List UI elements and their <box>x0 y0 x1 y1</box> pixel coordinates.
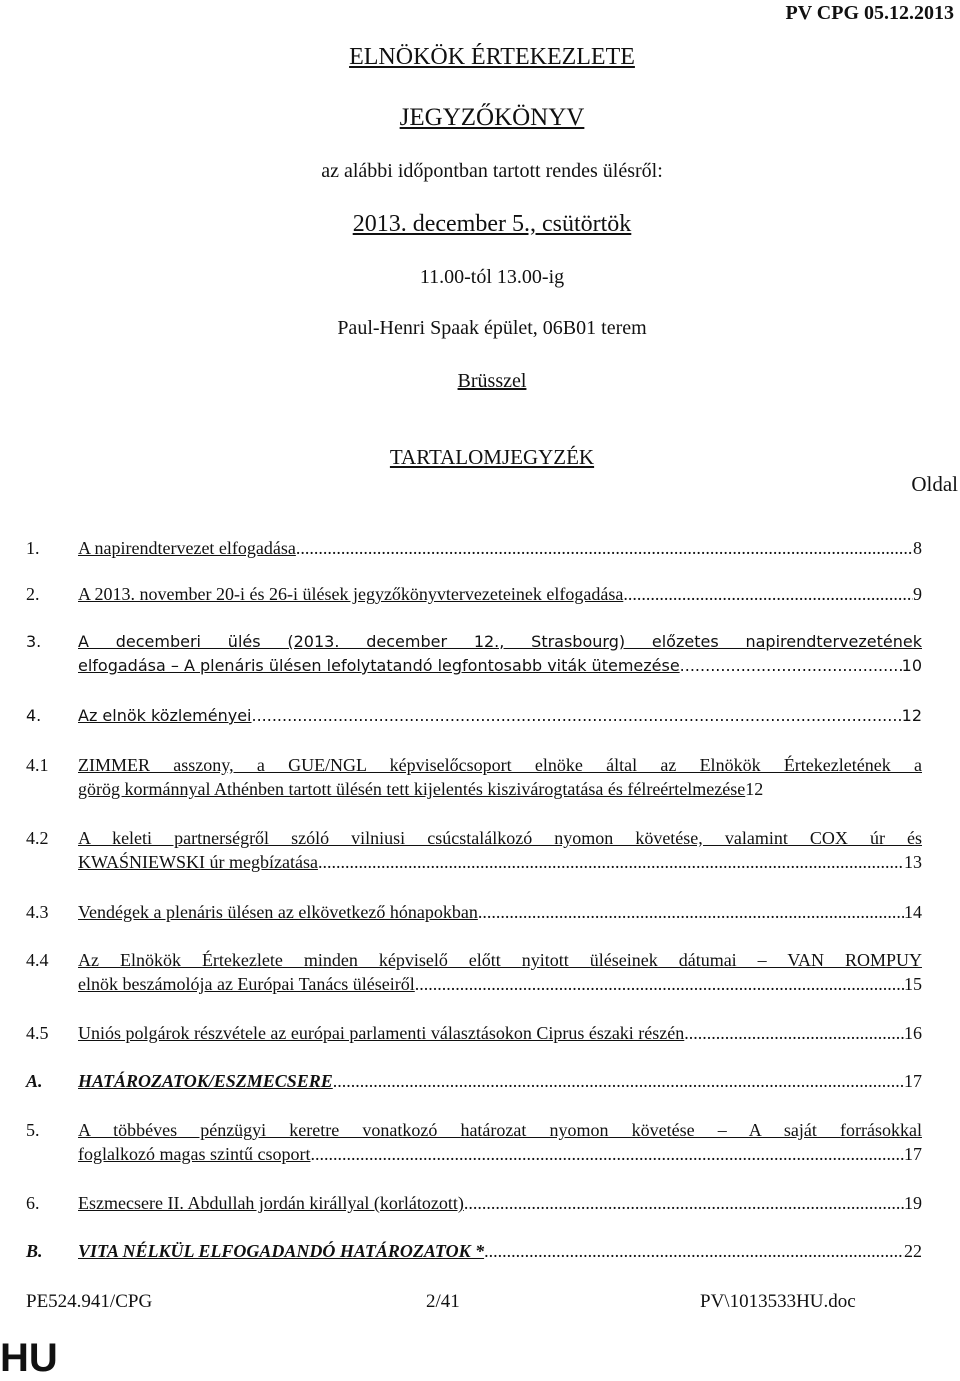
toc-item-title-line1[interactable]: ZIMMER asszony, a GUE/NGL képviselőcsoport elnöke által az Elnökök Értekezletének a <box>78 755 922 775</box>
toc-item-title[interactable]: A 2013. november 20-i és 26-i ülések jegyzőkönyvtervezeteinek elfogadása <box>78 584 624 604</box>
toc-leader <box>478 900 904 924</box>
toc-item-title-line2[interactable]: elfogadása – A plenáris ülésen lefolytatandó legfontosabb viták ütemezése <box>78 656 680 675</box>
toc-item-title-line2[interactable]: görög kormánnyal Athénben tartott ülésén tett kijelentés kiszivárogtatása és félreértelmezése <box>78 779 746 799</box>
toc-leader <box>484 1239 904 1263</box>
toc-item-number: A. <box>26 1071 43 1091</box>
meeting-city: Brüsszel <box>457 370 527 392</box>
toc-item-title[interactable]: VITA NÉLKÜL ELFOGADANDÓ HATÁROZATOK * <box>78 1241 485 1261</box>
toc-item[interactable] <box>26 582 922 606</box>
toc-leader <box>415 972 904 996</box>
toc-item-title-line2[interactable]: foglalkozó magas szintű csoport <box>78 1144 311 1164</box>
toc-item[interactable] <box>26 948 922 996</box>
toc-item[interactable] <box>26 826 922 874</box>
document-title: ELNÖKÖK ÉRTEKEZLETE <box>349 44 635 70</box>
toc-item-page: 10 <box>901 656 922 675</box>
toc-item-number: 1. <box>26 538 40 558</box>
toc-item-title-line1[interactable]: Az Elnökök Értekezlete minden képviselő előtt nyitott üléseinek dátumai – VAN ROMPUY <box>78 950 922 970</box>
toc-item-title[interactable]: Az elnök közleményei <box>78 706 252 725</box>
toc-item[interactable] <box>26 1191 922 1215</box>
toc-item[interactable] <box>26 1239 922 1263</box>
toc-item-page: 9 <box>913 584 922 604</box>
meeting-time: 11.00-tól 13.00-ig <box>419 266 565 288</box>
toc-item-page: 16 <box>904 1023 922 1043</box>
toc-item-page: 12 <box>901 706 922 725</box>
toc-item-number: 4. <box>26 706 42 725</box>
toc-item-title[interactable]: Eszmecsere II. Abdullah jordán királlyal (korlátozott) <box>78 1193 464 1213</box>
toc-item-page: 19 <box>904 1193 922 1213</box>
toc-heading: TARTALOMJEGYZÉK <box>389 445 595 469</box>
toc-item-page: 12 <box>745 779 764 799</box>
toc-item-number: 4.2 <box>26 828 49 848</box>
toc-item-title-line1[interactable]: A decemberi ülés (2013. december 12., Strasbourg) előzetes napirendtervezetének <box>78 632 922 651</box>
toc-item-title-line2[interactable]: elnök beszámolója az Európai Tanács üléseiről <box>78 974 415 994</box>
footer-page-number: 2/41 <box>426 1291 460 1312</box>
toc-item-number: B. <box>26 1241 43 1261</box>
toc-item-title[interactable]: Vendégek a plenáris ülésen az elkövetkező hónapokban <box>78 902 478 922</box>
toc-item-title[interactable]: Uniós polgárok részvétele az európai parlamenti választásokon Ciprus északi részén <box>78 1023 685 1043</box>
toc-item-number: 4.4 <box>26 950 49 970</box>
toc-item-page: 22 <box>904 1241 922 1261</box>
toc-leader <box>296 536 913 560</box>
meeting-intro: az alábbi időpontban tartott rendes ülésről: <box>321 160 663 182</box>
toc-item[interactable] <box>26 900 922 924</box>
toc-item-page: 17 <box>904 1144 922 1164</box>
toc-item-title-line2[interactable]: KWAŚNIEWSKI úr megbízatása <box>78 852 318 872</box>
toc-item[interactable] <box>26 1021 922 1045</box>
footer-doc-number: PE524.941/CPG <box>26 1291 153 1312</box>
toc-item[interactable] <box>26 1118 922 1166</box>
toc-item-title[interactable]: A napirendtervezet elfogadása <box>78 538 296 558</box>
toc-item-number: 4.3 <box>26 902 49 922</box>
toc-leader <box>318 850 904 874</box>
document-subtitle: JEGYZŐKÖNYV <box>399 104 585 131</box>
toc-leader <box>684 1021 904 1045</box>
toc-item-number: 4.5 <box>26 1023 49 1043</box>
toc-item-number: 3. <box>26 632 42 651</box>
meeting-date: 2013. december 5., csütörtök <box>352 211 632 237</box>
toc-page-label: Oldal <box>911 472 958 496</box>
toc-item-page: 14 <box>904 902 922 922</box>
toc-leader <box>252 704 902 728</box>
toc-item-number: 4.1 <box>26 755 49 775</box>
toc-item-number: 5. <box>26 1120 40 1140</box>
footer-file-name: PV\1013533HU.doc <box>700 1291 856 1312</box>
toc-item-page: 8 <box>913 538 922 558</box>
toc-leader <box>680 654 902 678</box>
toc-item-page: 15 <box>904 974 922 994</box>
toc-item[interactable] <box>26 1069 922 1093</box>
toc-item[interactable] <box>26 704 922 728</box>
toc-item-page: 17 <box>904 1071 922 1091</box>
toc-item-page: 13 <box>904 852 922 872</box>
toc-leader <box>310 1142 904 1166</box>
document-reference: PV CPG 05.12.2013 <box>785 2 954 24</box>
toc-item-number: 6. <box>26 1193 40 1213</box>
toc-leader <box>623 582 913 606</box>
toc-item-title-line1[interactable]: A keleti partnerségről szóló vilniusi csúcstalálkozó nyomon követése, valamint COX úr és <box>78 828 922 848</box>
toc-leader <box>333 1069 904 1093</box>
language-code: HU <box>0 1336 58 1380</box>
meeting-location: Paul-Henri Spaak épület, 06B01 terem <box>337 317 647 339</box>
toc-item-title-line1[interactable]: A többéves pénzügyi keretre vonatkozó határozat nyomon követése – A saját forrásokkal <box>78 1120 922 1140</box>
toc-item[interactable] <box>26 536 922 560</box>
toc-item-number: 2. <box>26 584 40 604</box>
toc-item-title[interactable]: HATÁROZATOK/ESZMECSERE <box>78 1071 333 1091</box>
toc-item[interactable] <box>26 753 922 801</box>
toc-item[interactable] <box>26 630 922 678</box>
toc-leader <box>464 1191 904 1215</box>
